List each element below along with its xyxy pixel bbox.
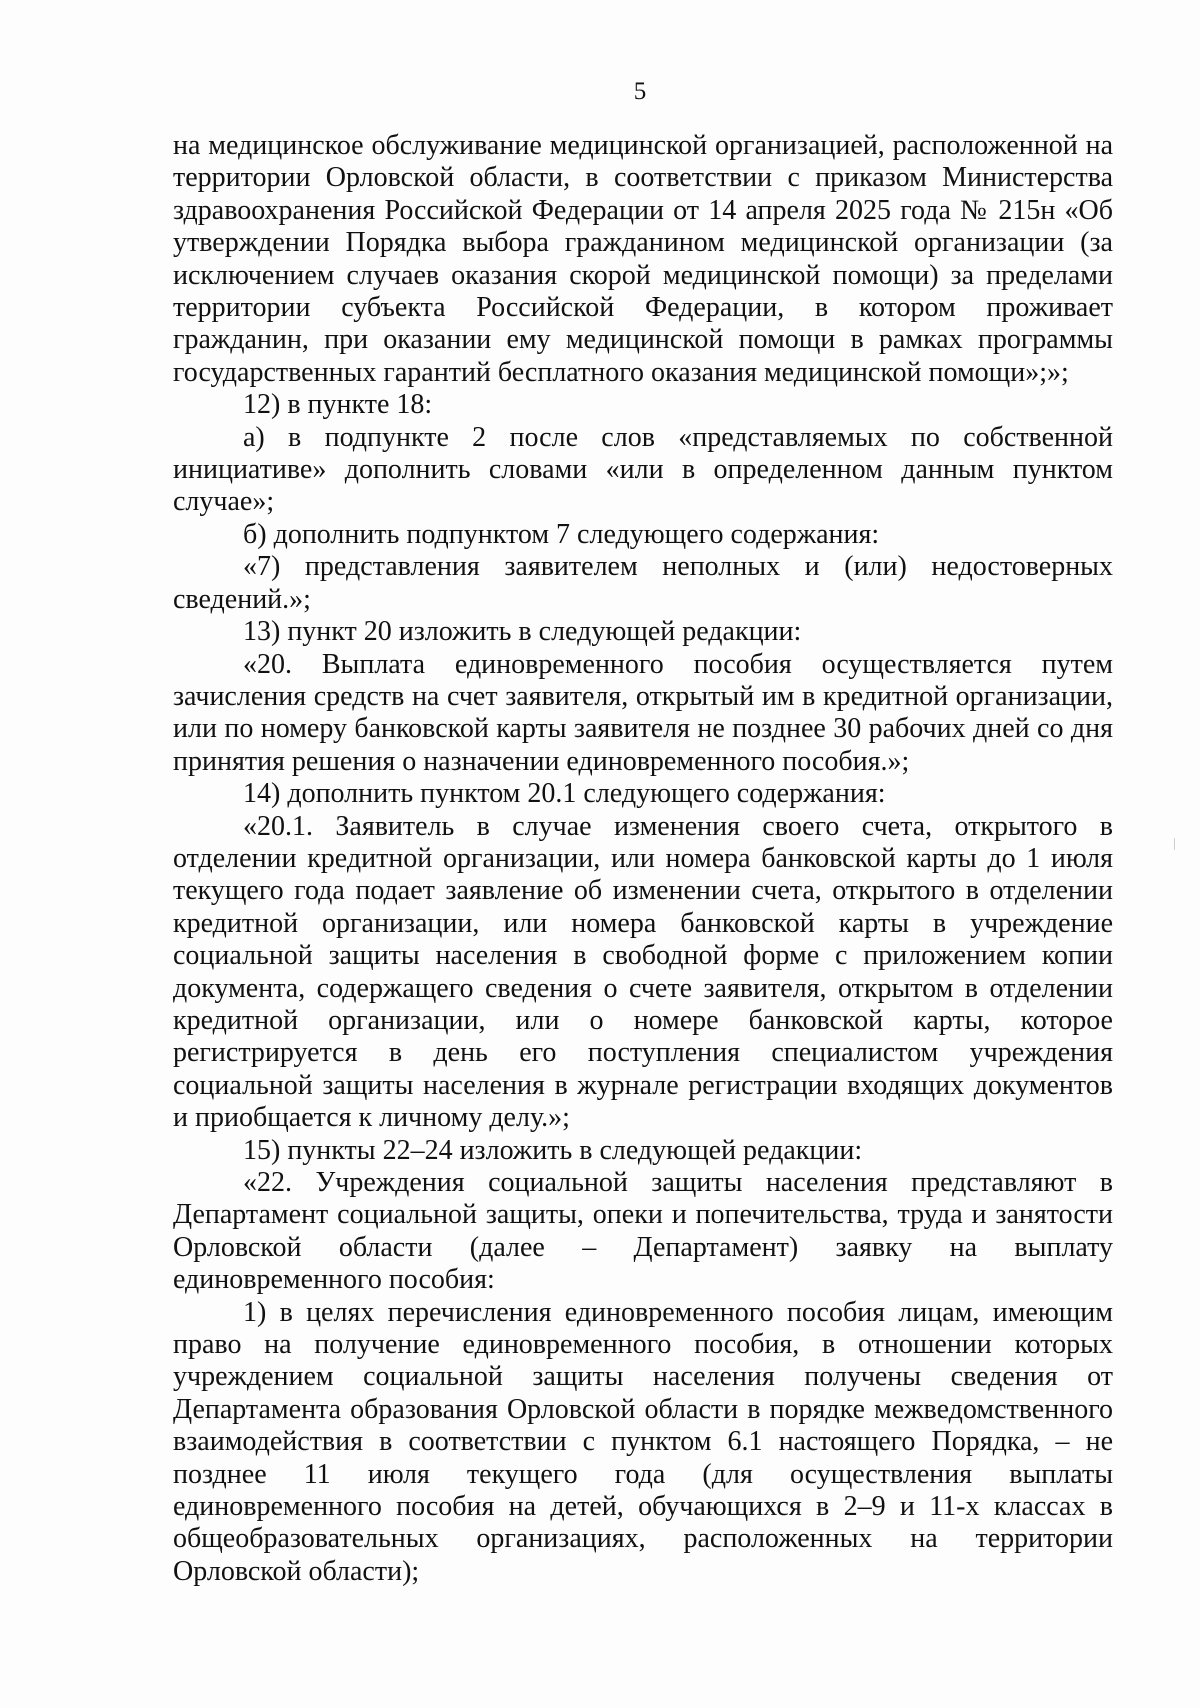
paragraph-point-20-1: «20.1. Заявитель в случае изменения своего счета, открытого в отделении кредитной организации, или номера банковской карты до 1 июля текущего года подает заявление об изменении счета, открытого в отделении кредитной организации, или номера банковской карты в учреждение социальной защиты населения в свободной форме с приложением копии документа, содержащего сведения о счете заявителя, открытом в отделении кредитной организации, или о номере банковской карты, которое регистрируется в день его поступления специалистом учреждения социальной защиты населения в журнале регистрации входящих документов и приобщается к личному делу.»; <box>173 810 1113 1134</box>
paragraph-point-20: «20. Выплата единовременного пособия осуществляется путем зачисления средств на счет заявителя, открытый им в кредитной организации, или по номеру банковской карты заявителя не позднее 30 рабочих дней со дня принятия решения о назначении единовременного пособия.»; <box>173 648 1113 777</box>
paragraph-subitem-7: «7) представления заявителем неполных и (или) недостоверных сведений.»; <box>173 551 1113 615</box>
paragraph-item-12: 12) в пункте 18: <box>243 389 433 421</box>
paragraph-item-15: 15) пункты 22–24 изложить в следующей редакции: <box>243 1134 863 1166</box>
page-number: 5 <box>633 78 647 105</box>
document-body <box>173 130 1113 1588</box>
scan-artifact <box>1174 838 1175 850</box>
paragraph-continuation: на медицинское обслуживание медицинской организацией, расположенной на территории Орловской области, в соответствии с приказом Министерства здравоохранения Российской Федерации от 14 апреля 2025 года № 215н «Об утверждении Порядка выбора гражданином медицинской организации (за исключением случаев оказания скорой медицинской помощи) за пределами территории субъекта Российской Федерации, в котором проживает гражданин, при оказании ему медицинской помощи в рамках программы государственных гарантий бесплатного оказания медицинской помощи»;»; <box>173 130 1113 388</box>
paragraph-point-22-subitem-1: 1) в целях перечисления единовременного пособия лицам, имеющим право на получение единовременного пособия, в отношении которых учреждением социальной защиты населения получены сведения от Департамента образования Орловской области в порядке межведомственного взаимодействия в соответствии с пунктом 6.1 настоящего Порядка, – не позднее 11 июля текущего года (для осуществления выплаты единовременного пособия на детей, обучающихся в 2–9 и 11-х классах в общеобразовательных организациях, расположенных на территории Орловской области); <box>173 1296 1113 1587</box>
paragraph-subitem-a: а) в подпункте 2 после слов «представляемых по собственной инициативе» дополнить словами «или в определенном данным пунктом случае»; <box>173 421 1113 518</box>
paragraph-subitem-b: б) дополнить подпунктом 7 следующего содержания: <box>243 518 880 550</box>
paragraph-item-14: 14) дополнить пунктом 20.1 следующего содержания: <box>243 778 886 810</box>
paragraph-point-22: «22. Учреждения социальной защиты населения представляют в Департамент социальной защиты, опеки и попечительства, труда и занятости Орловской области (далее – Департамент) заявку на выплату единовременного пособия: <box>173 1167 1113 1296</box>
paragraph-item-13: 13) пункт 20 изложить в следующей редакции: <box>243 616 802 648</box>
